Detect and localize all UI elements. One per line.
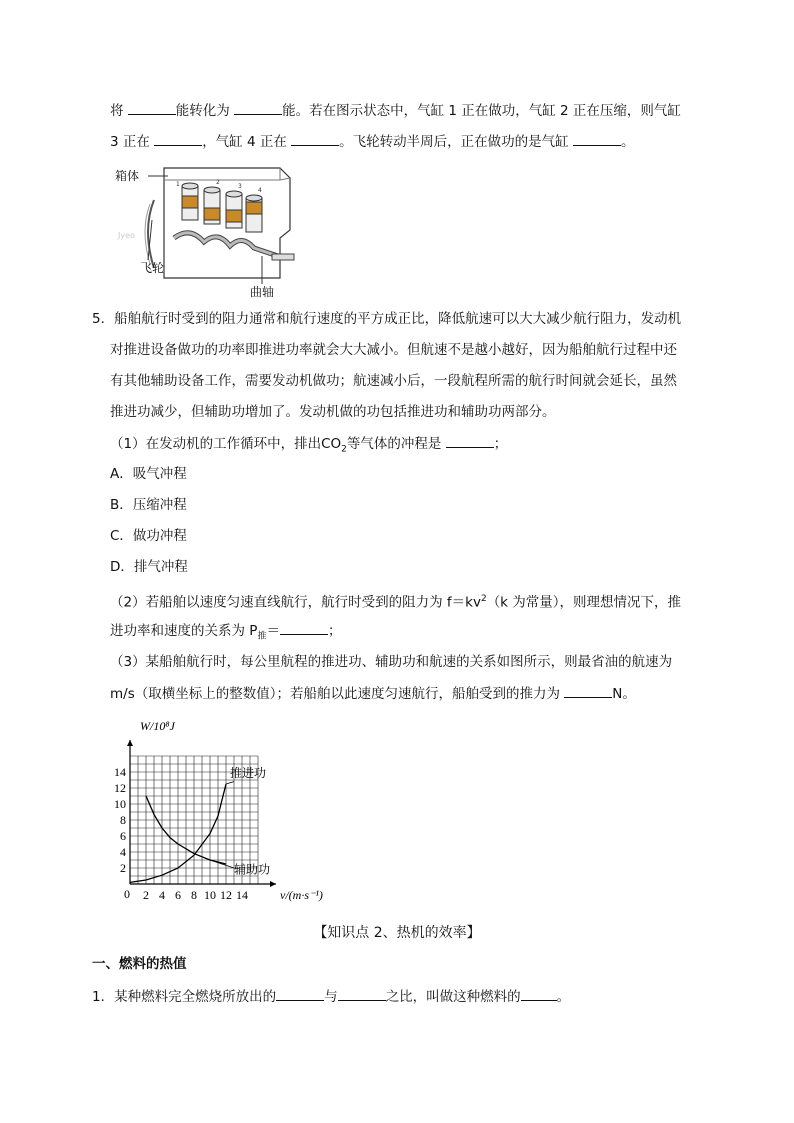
y-tick-label: 6 (120, 829, 126, 843)
work-speed-chart (104, 718, 344, 908)
text: ； (493, 436, 508, 452)
text: 船舶航行时受到的阻力通常和航行速度的平方成正比，降低航速可以大大减少航行阻力，发动机 (114, 311, 682, 327)
x-axis-label: v/(m·s⁻¹) (280, 888, 323, 902)
q5-sub3-line-2 (110, 683, 636, 704)
cylinder-number: 4 (258, 187, 262, 194)
text: 。 (620, 134, 635, 150)
x-tick-label: 2 (143, 888, 149, 902)
shaft-end (272, 254, 294, 260)
q5-line-1 (92, 309, 681, 329)
x-tick-label: 10 (204, 888, 216, 902)
section-q1 (92, 986, 570, 1007)
y-tick-label: 8 (120, 813, 126, 827)
cylinder-2 (204, 187, 220, 224)
series-label-auxiliary: 辅助功 (234, 862, 271, 877)
text: 能。若在图示状态中，气缸 1 正在做功，气缸 2 正在压缩，则气缸 (282, 103, 681, 119)
x-tick-label: 12 (220, 888, 232, 902)
q5-line-4: 推进功减少，但辅助功增加了。发动机做的功包括推进功和辅助功两部分。 (110, 404, 556, 420)
blank (128, 100, 176, 115)
intro-line-1 (110, 100, 681, 121)
blank (280, 620, 328, 635)
q5-sub1 (110, 433, 507, 460)
text: N。 (612, 686, 636, 702)
text: （k 为常量），则理想情况下，推 (486, 594, 682, 611)
subscript: 2 (341, 444, 347, 455)
intro-line-2 (110, 131, 634, 152)
series-label-propulsion: 推进功 (230, 765, 267, 780)
cylinder-1 (182, 183, 198, 220)
text: m/s（取横坐标上的整数值）；若船舶以此速度匀速航行，船舶受到的推力为 (110, 686, 560, 702)
text: 3 正在 (110, 134, 150, 150)
blank (154, 131, 202, 146)
question-number: 5． (92, 311, 115, 327)
sub-heading: 一、燃料的热值 (92, 956, 187, 972)
blank (521, 986, 557, 1001)
q5-line-3: 有其他辅助设备工作，需要发动机做功；航速减小后，一段航程所需的航行时间就会延长，虽然 (110, 373, 677, 389)
y-tick-label: 14 (114, 765, 126, 779)
text: 。飞轮转动半周后，正在做功的是气缸 (339, 134, 569, 150)
text: 与 (324, 989, 338, 1005)
y-axis-label: W/10⁸J (140, 719, 175, 733)
x-tick-label: 6 (175, 888, 181, 902)
text: 能转化为 (175, 103, 230, 119)
blank (338, 986, 386, 1001)
blank (291, 131, 339, 146)
x-axis-arrow (270, 881, 276, 887)
cylinder-3 (226, 191, 242, 228)
cylinder-4 (246, 195, 262, 232)
label-leader (210, 860, 234, 868)
label-crankshaft: 曲轴 (250, 285, 275, 299)
x-tick-label: 8 (191, 888, 197, 902)
label-leader (226, 782, 234, 784)
blank (564, 683, 612, 698)
y-tick-label: 10 (114, 797, 126, 811)
option-d: D．排气冲程 (110, 559, 188, 575)
section-heading: 【知识点 2、热机的效率】 (313, 925, 481, 941)
engine-figure (112, 160, 312, 300)
text: ； (327, 623, 342, 639)
cylinder-number: 3 (238, 183, 242, 190)
label-box: 箱体 (115, 169, 140, 183)
y-tick-label: 4 (120, 845, 126, 859)
text: （2）若船舶以速度匀速直线航行，航行时受到的阻力为 f＝kv (110, 594, 481, 611)
text: （1）在发动机的工作循环中，排出CO (110, 436, 342, 452)
origin-label: 0 (124, 887, 130, 901)
text: ，气缸 4 正在 (202, 134, 287, 150)
x-tick-label: 4 (159, 888, 165, 902)
subscript: 推 (257, 631, 267, 642)
y-tick-label: 2 (120, 861, 126, 875)
text: 1．某种燃料完全燃烧所放出的 (92, 989, 277, 1005)
option-c: C．做功冲程 (110, 528, 187, 544)
cylinder-number: 2 (216, 179, 220, 186)
q5-sub3-line-1: （3）某船舶航行时，每公里航程的推进功、辅助功和航速的关系如图所示，则最省油的航速为 (110, 654, 673, 670)
label-flywheel: 飞轮 (140, 261, 165, 275)
option-a: A．吸气冲程 (110, 466, 187, 482)
blank (234, 100, 282, 115)
text: ＝ (266, 623, 280, 639)
blank (573, 131, 621, 146)
q5-line-2: 对推进设备做功的功率即推进功率就会大大减小。但航速不是越小越好，因为船舶航行过程中还 (110, 342, 677, 358)
watermark: Jyeo (118, 231, 135, 240)
text: 等气体的冲程是 (346, 436, 442, 452)
cylinder-number: 1 (176, 181, 180, 188)
text: 进功率和速度的关系为 P (110, 623, 258, 639)
chart-series (130, 765, 270, 883)
text: 将 (110, 103, 124, 119)
text: 。 (556, 989, 571, 1005)
superscript: 2 (480, 594, 487, 604)
blank (276, 986, 324, 1001)
x-tick-label: 14 (236, 888, 248, 902)
y-tick-label: 12 (114, 781, 126, 795)
option-b: B．压缩冲程 (110, 497, 187, 513)
q5-sub2-line-1 (110, 589, 681, 613)
blank (446, 433, 494, 448)
text: 之比，叫做这种燃料的 (385, 989, 521, 1005)
y-axis-arrow (127, 740, 133, 746)
q5-sub2-line-2 (110, 620, 341, 647)
